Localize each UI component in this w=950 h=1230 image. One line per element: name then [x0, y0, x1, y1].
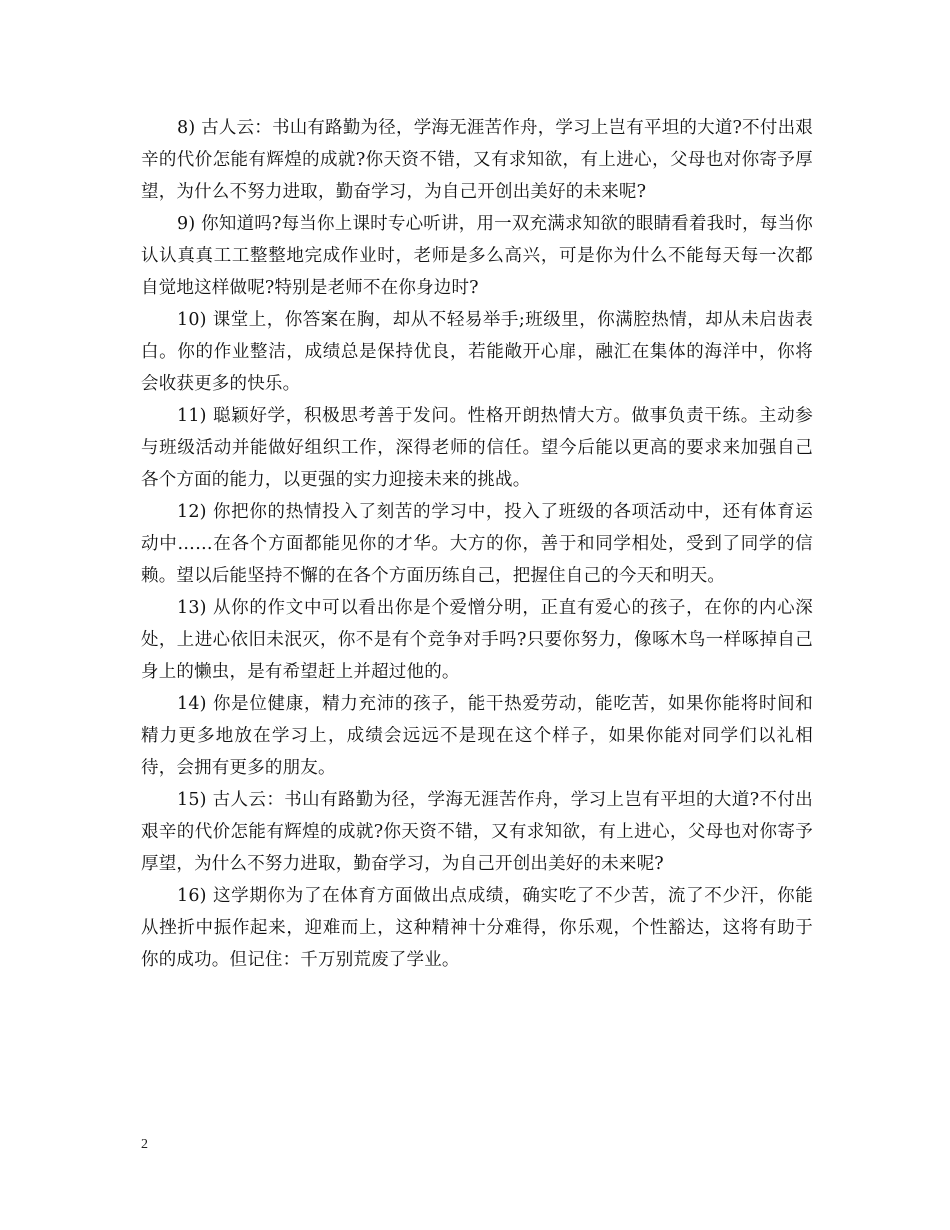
document-body — [141, 112, 813, 976]
paragraph-16: 16) 这学期你为了在体育方面做出点成绩，确实吃了不少苦，流了不少汗，你能从挫折中振作起来，迎难而上，这种精神十分难得，你乐观，个性豁达，这将有助于你的成功。但记住：千万别荒废了学业。 — [141, 886, 813, 970]
paragraph-11: 11) 聪颖好学，积极思考善于发问。性格开朗热情大方。做事负责干练。主动参与班级活动并能做好组织工作，深得老师的信任。望今后能以更高的要求来加强自己各个方面的能力，以更强的实力迎接未来的挑战。 — [141, 406, 813, 490]
paragraph-9: 9) 你知道吗?每当你上课时专心听讲，用一双充满求知欲的眼睛看着我时，每当你认认真真工工整整地完成作业时，老师是多么高兴，可是你为什么不能每天每一次都自觉地这样做呢?特别是老师不在你身边时? — [141, 214, 813, 298]
paragraph-14: 14) 你是位健康，精力充沛的孩子，能干热爱劳动，能吃苦，如果你能将时间和精力更多地放在学习上，成绩会远远不是现在这个样子，如果你能对同学们以礼相待，会拥有更多的朋友。 — [141, 694, 813, 778]
paragraph-8: 8) 古人云：书山有路勤为径，学海无涯苦作舟，学习上岂有平坦的大道?不付出艰辛的代价怎能有辉煌的成就?你天资不错，又有求知欲，有上进心，父母也对你寄予厚望，为什么不努力进取，勤奋学习，为自己开创出美好的未来呢? — [141, 118, 813, 202]
paragraph-12: 12) 你把你的热情投入了刻苦的学习中，投入了班级的各项活动中，还有体育运动中……在各个方面都能见你的才华。大方的你，善于和同学相处，受到了同学的信赖。望以后能坚持不懈的在各个方面历练自己，把握住自己的今天和明天。 — [141, 502, 813, 586]
paragraph-10: 10) 课堂上，你答案在胸，却从不轻易举手;班级里，你满腔热情，却从未启齿表白。你的作业整洁，成绩总是保持优良，若能敞开心扉，融汇在集体的海洋中，你将会收获更多的快乐。 — [141, 310, 813, 394]
paragraph-13: 13) 从你的作文中可以看出你是个爱憎分明，正直有爱心的孩子，在你的内心深处，上进心依旧未泯灭，你不是有个竞争对手吗?只要你努力，像啄木鸟一样啄掉自己身上的懒虫，是有希望赶上并超过他的。 — [141, 598, 813, 682]
page-number: 2 — [141, 1137, 148, 1152]
paragraph-15: 15) 古人云：书山有路勤为径，学海无涯苦作舟，学习上岂有平坦的大道?不付出艰辛的代价怎能有辉煌的成就?你天资不错，又有求知欲，有上进心，父母也对你寄予厚望，为什么不努力进取，勤奋学习，为自己开创出美好的未来呢? — [141, 790, 813, 874]
